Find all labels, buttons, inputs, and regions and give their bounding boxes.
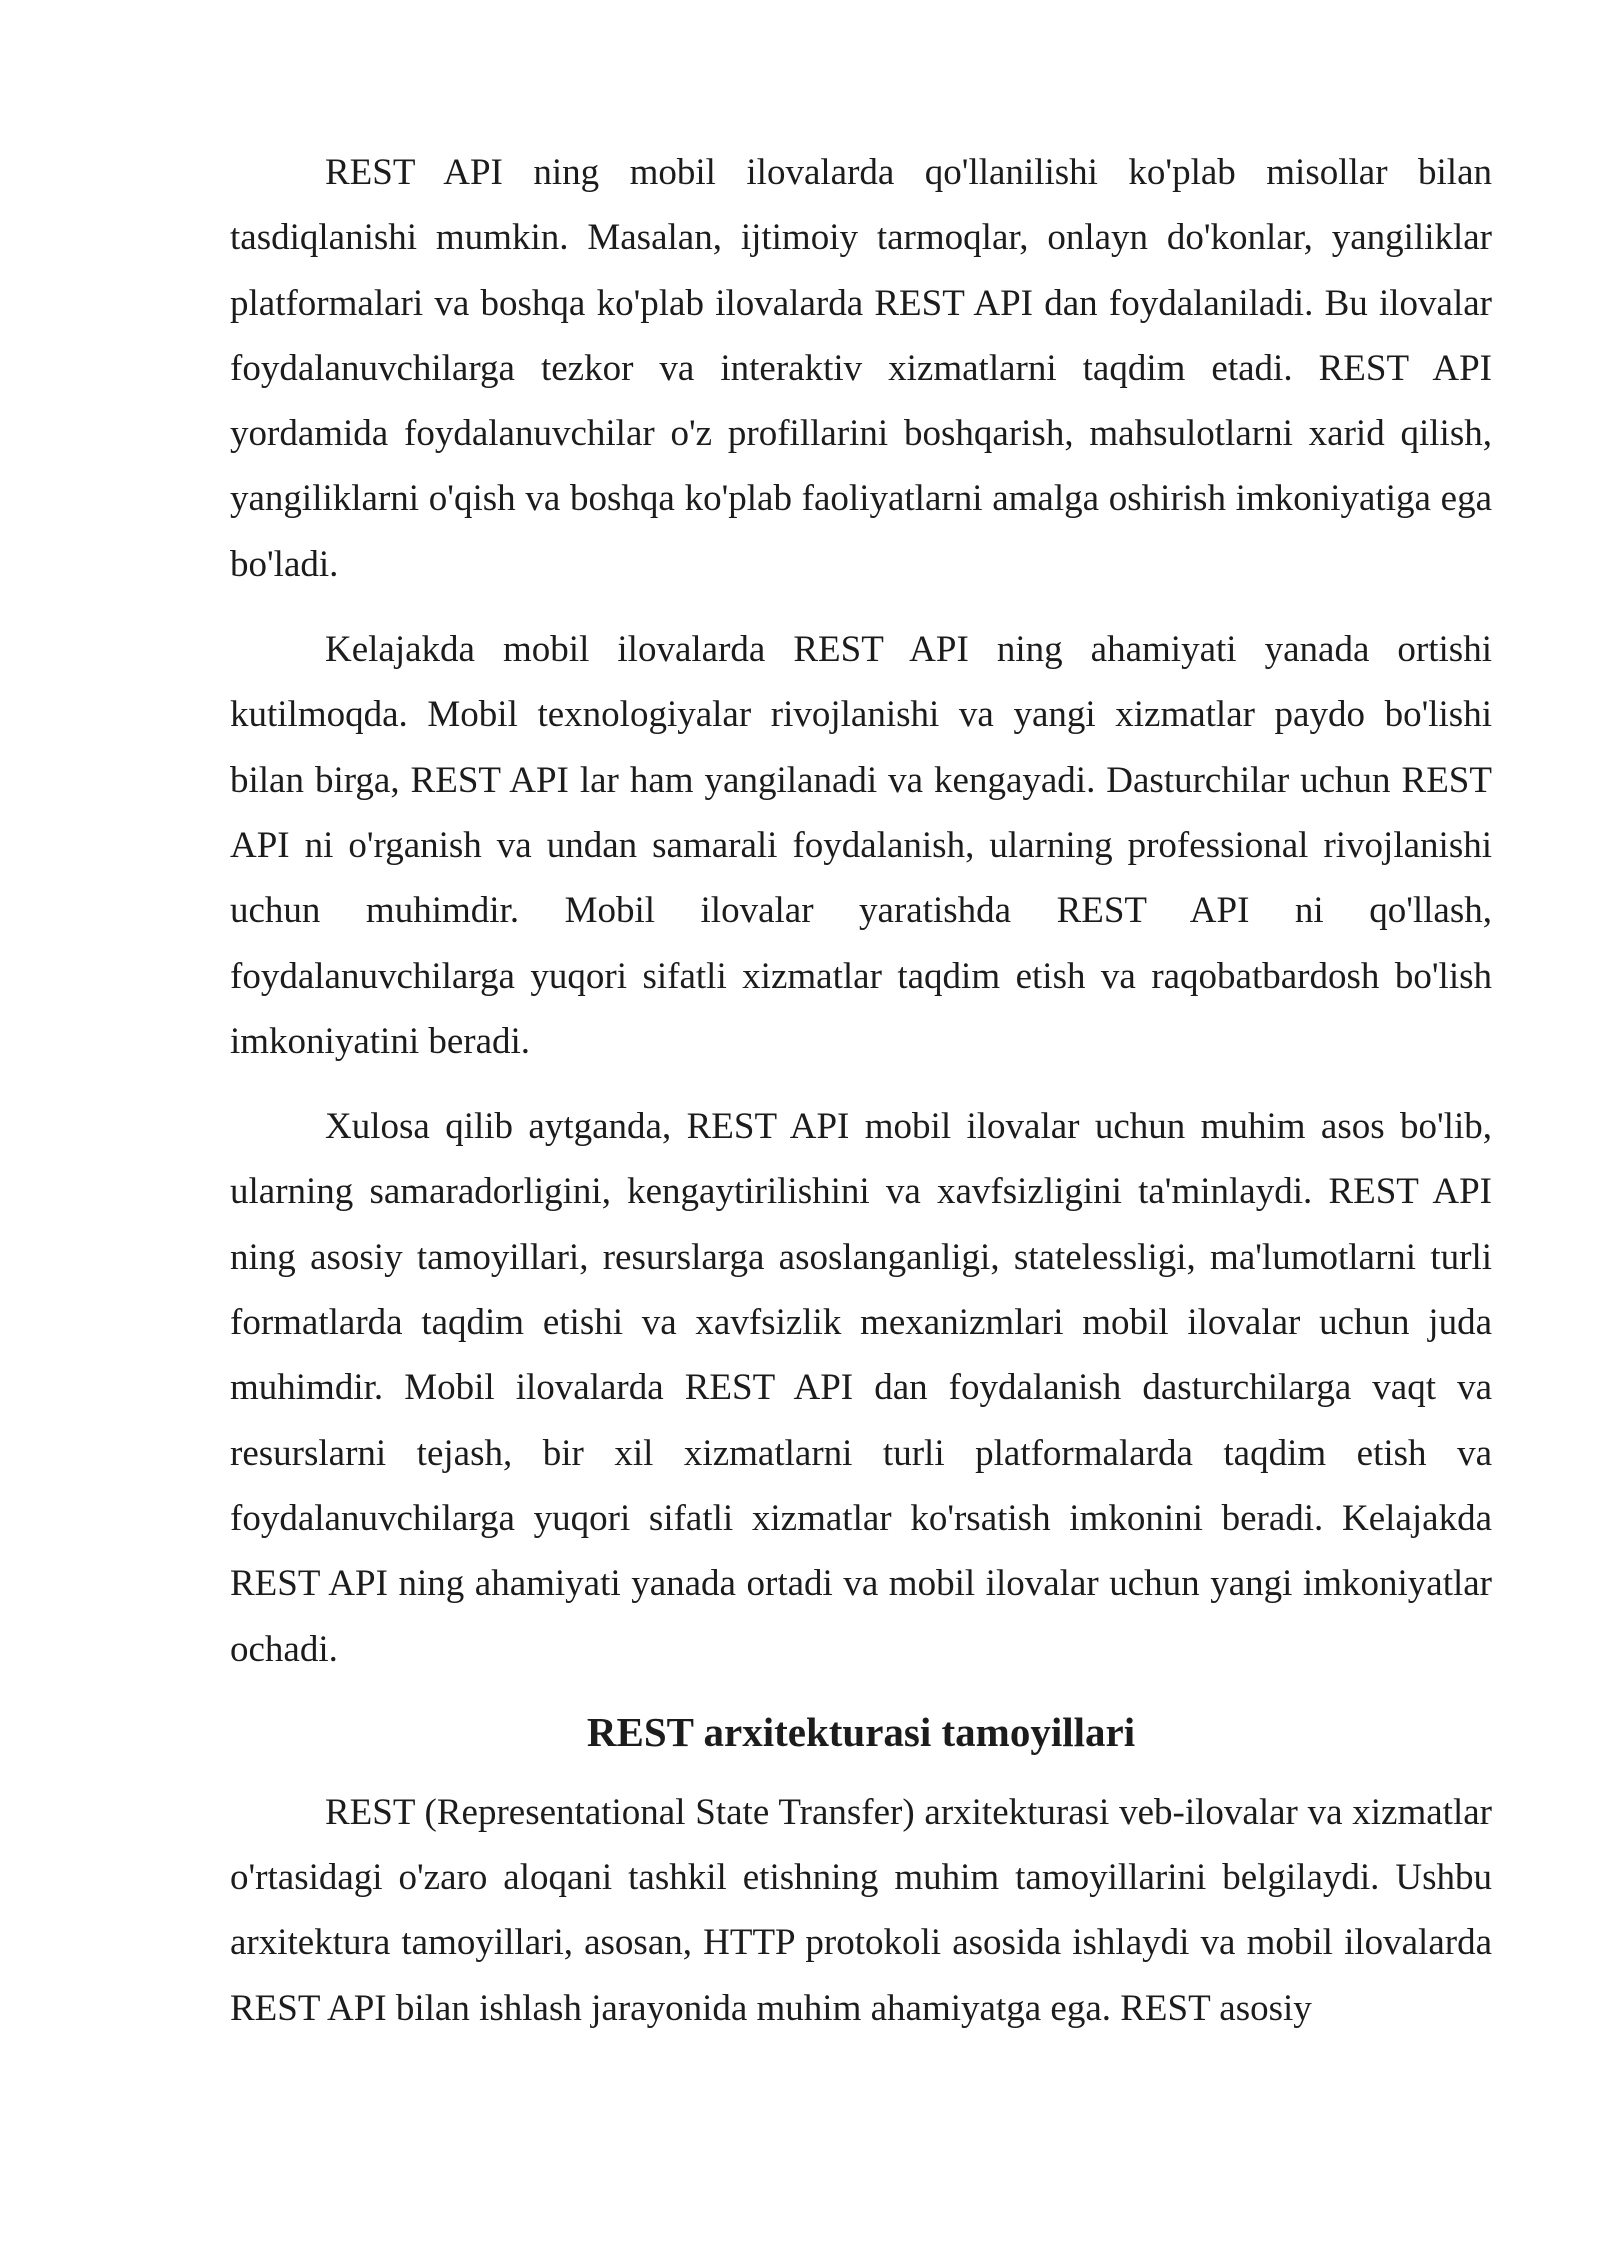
- document-page: [230, 140, 1492, 2061]
- paragraph-rest-architecture-intro: REST (Representational State Transfer) arxitekturasi veb-ilovalar va xizmatlar o'rtasidagi o'zaro aloqani tashkil etishning muhim tamoyillarini belgilaydi. Ushbu arxitektura tamoyillari, asosan, HTTP protokoli asosida ishlaydi va mobil ilovalarda REST API bilan ishlash jarayonida muhim ahamiyatga ega. REST asosiy: [230, 1791, 1492, 2029]
- section-heading: REST arxitekturasi tamoyillari: [586, 1708, 1136, 1755]
- paragraph-rest-api-examples: REST API ning mobil ilovalarda qo'llanilishi ko'plab misollar bilan tasdiqlanishi mumkin. Masalan, ijtimoiy tarmoqlar, onlayn do'konlar, yangiliklar platformalari va boshqa ko'plab ilovalarda REST API dan foydalaniladi. Bu ilovalar foydalanuvchilarga tezkor va interaktiv xizmatlarni taqdim etadi. REST API yordamida foydalanuvchilar o'z profillarini boshqarish, mahsulotlarni xarid qilish, yangiliklarni o'qish va boshqa ko'plab faoliyatlarni amalga oshirish imkoniyatiga ega bo'ladi.: [230, 152, 1492, 585]
- paragraph-conclusion: Xulosa qilib aytganda, REST API mobil ilovalar uchun muhim asos bo'lib, ularning samaradorligini, kengaytirilishini va xavfsizligini ta'minlaydi. REST API ning asosiy tamoyillari, resurslarga asoslanganligi, statelessligi, ma'lumotlarni turli formatlarda taqdim etishi va xavfsizlik mexanizmlari mobil ilovalar uchun juda muhimdir. Mobil ilovalarda REST API dan foydalanish dasturchilarga vaqt va resurslarni tejash, bir xil xizmatlarni turli platformalarda taqdim etish va foydalanuvchilarga yuqori sifatli xizmatlar ko'rsatish imkonini beradi. Kelajakda REST API ning ahamiyati yanada ortadi va mobil ilovalar uchun yangi imkoniyatlar ochadi.: [230, 1106, 1492, 1670]
- paragraph-future-importance: Kelajakda mobil ilovalarda REST API ning ahamiyati yanada ortishi kutilmoqda. Mobil texnologiyalar rivojlanishi va yangi xizmatlar paydo bo'lishi bilan birga, REST API lar ham yangilanadi va kengayadi. Dasturchilar uchun REST API ni o'rganish va undan samarali foydalanish, ularning professional rivojlanishi uchun muhimdir. Mobil ilovalar yaratishda REST API ni qo'llash, foydalanuvchilarga yuqori sifatli xizmatlar taqdim etish va raqobatbardosh bo'lish imkoniyatini beradi.: [230, 629, 1492, 1062]
